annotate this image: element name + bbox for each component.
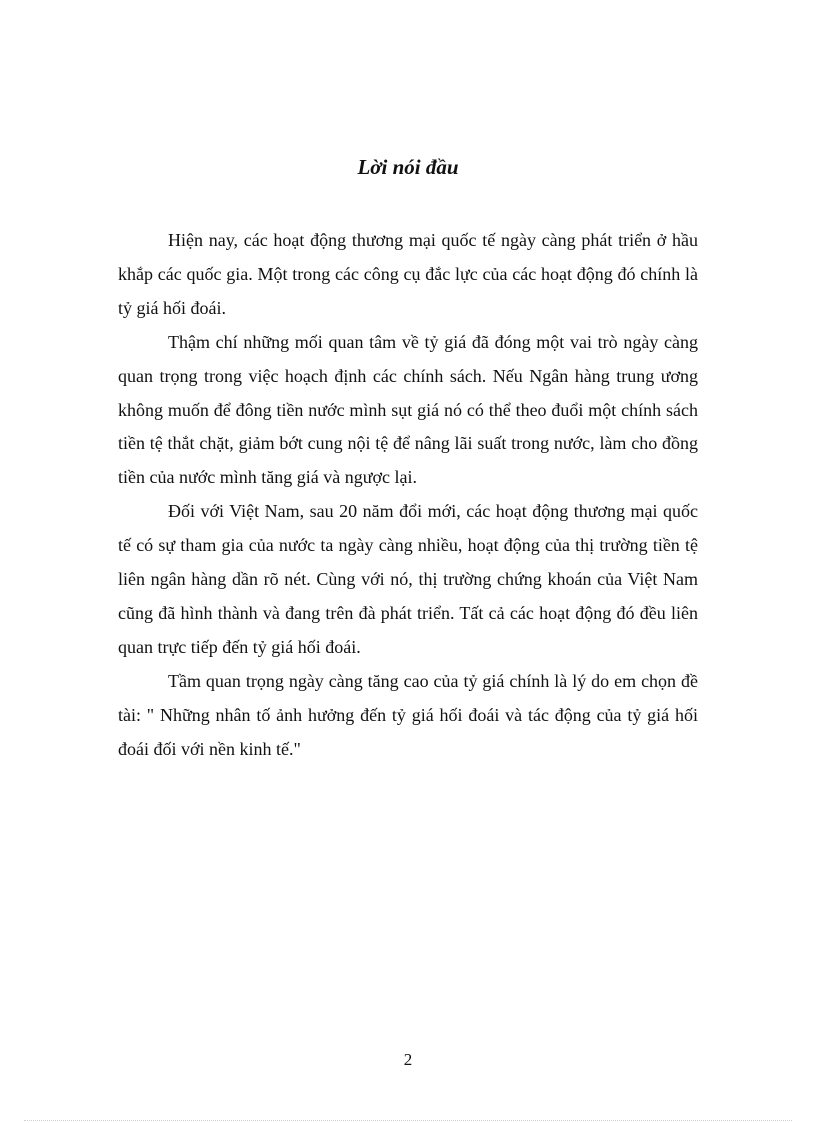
page-number: 2 [403, 1050, 413, 1069]
body-text [118, 224, 698, 767]
paragraph-3: Đối với Việt Nam, sau 20 năm đổi mới, các hoạt động thương mại quốc tế có sự tham gia của nước ta ngày càng nhiều, hoạt động của thị trường tiền tệ liên ngân hàng dần rõ nét. Cùng với nó, thị trường chứng khoán của Việt Nam cũng đã hình thành và đang trên đà phát triển. Tất cả các hoạt động đó đều liên quan trực tiếp đến tỷ giá hối đoái. [118, 501, 698, 657]
paragraph-4: Tầm quan trọng ngày càng tăng cao của tỷ giá chính là lý do em chọn đề tài: " Những nhân tố ảnh hưởng đến tỷ giá hối đoái và tác động của tỷ giá hối đoái đối với nền kinh tế." [118, 670, 698, 759]
page-bottom-divider [24, 1120, 792, 1121]
paragraph-1: Hiện nay, các hoạt động thương mại quốc tế ngày càng phát triển ở hầu khắp các quốc gia. Một trong các công cụ đắc lực của các hoạt động đó chính là tỷ giá hối đoái. [118, 230, 698, 318]
page-title: Lời nói đầu [357, 155, 459, 179]
paragraph-2: Thậm chí những mối quan tâm về tỷ giá đã đóng một vai trò ngày càng quan trọng trong việc hoạch định các chính sách. Nếu Ngân hàng trung ương không muốn để đông tiền nước mình sụt giá nó có thể theo đuổi một chính sách tiền tệ thắt chặt, giảm bớt cung nội tệ để nâng lãi suất trong nước, làm cho đồng tiền của nước mình tăng giá và ngược lại. [118, 331, 698, 488]
